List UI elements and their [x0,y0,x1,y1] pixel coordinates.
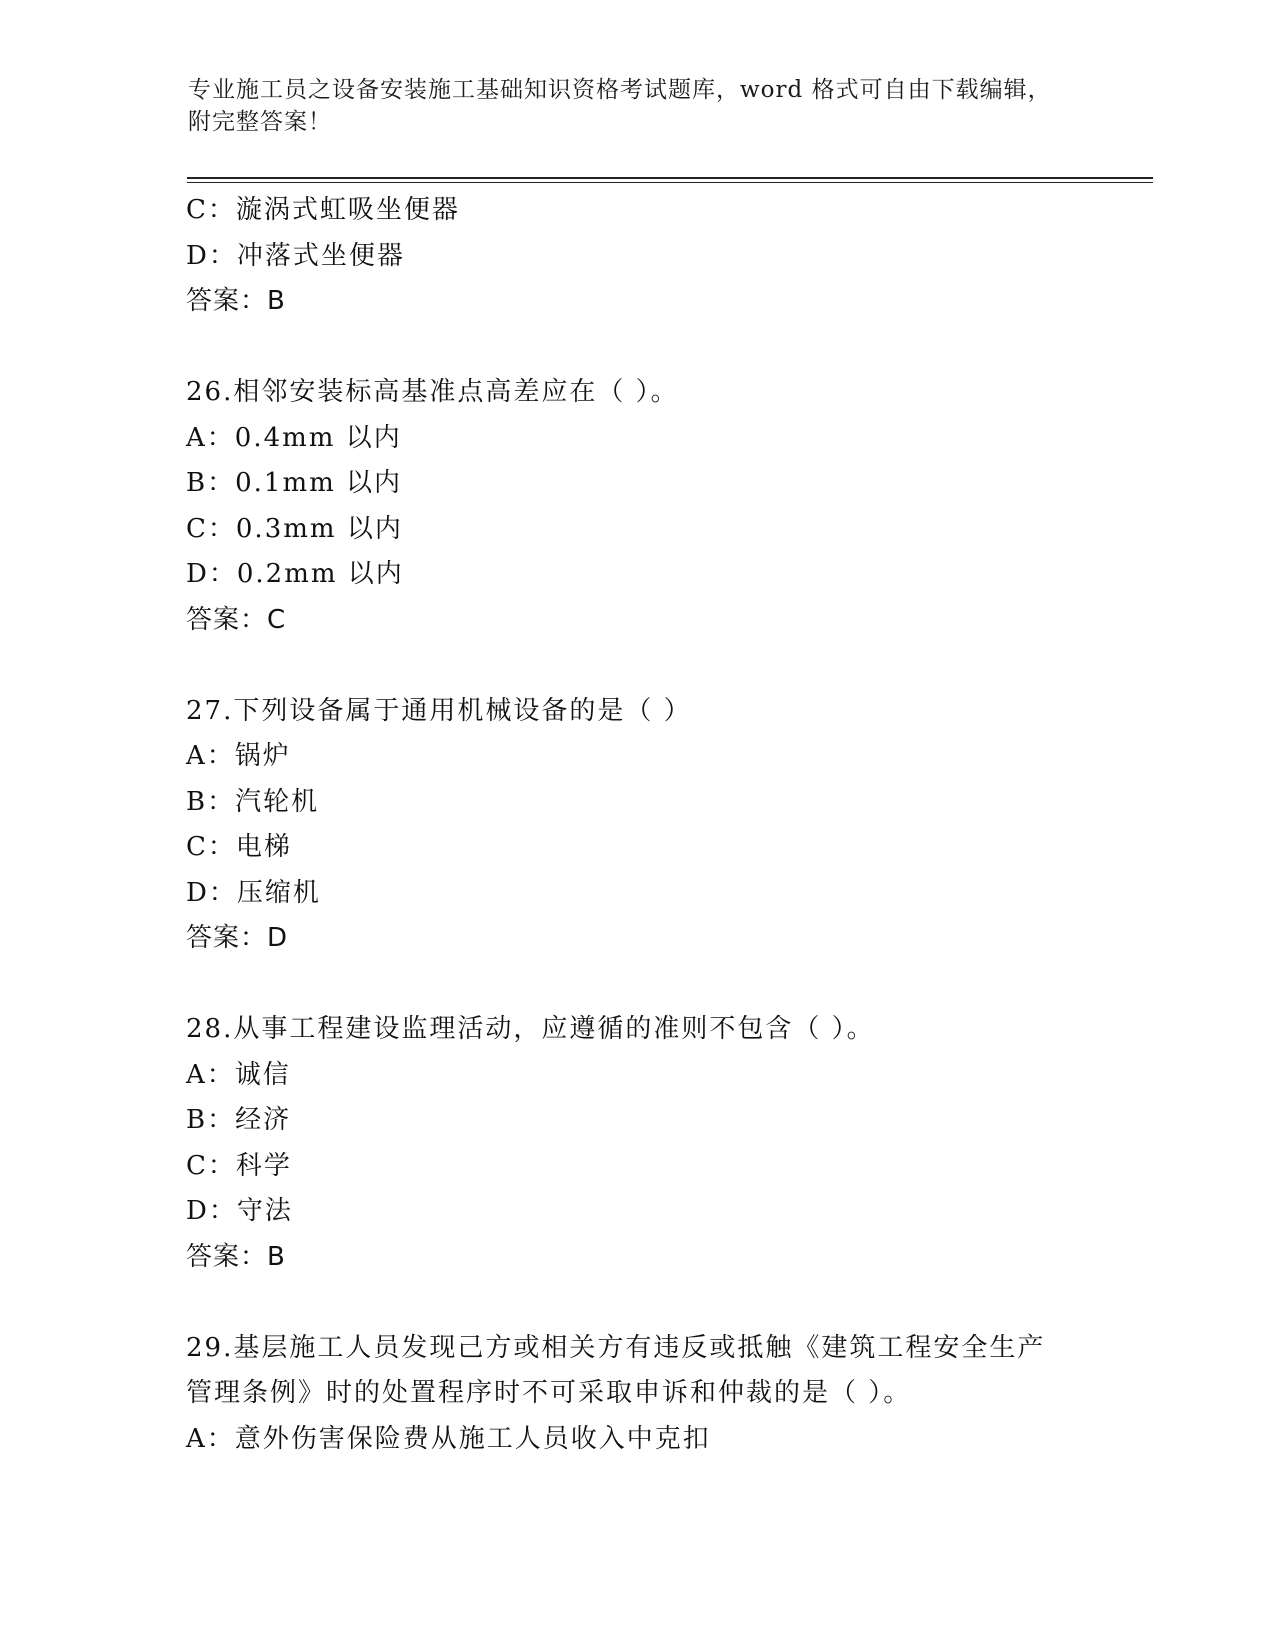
option-a: A：意外伤害保险费从施工人员收入中克扣 [186,1423,711,1454]
option-b: B：汽轮机 [186,786,320,817]
question-25-continued [186,188,1086,325]
option-a: A：0.4mm 以内 [186,422,402,453]
question-26 [186,370,1086,643]
option-b: B：0.1mm 以内 [186,468,403,498]
answer-line: 答案：C [186,604,287,635]
question-stem: 26.相邻安装标高基准点高差应在（ ）。 [186,377,679,407]
spacer [186,1280,1086,1326]
header-divider-thin [187,182,1153,183]
question-28 [186,1007,1086,1280]
option-d: D：0.2mm 以内 [186,559,404,589]
option-d: D：守法 [186,1196,293,1226]
option-c: C：0.3mm 以内 [186,513,403,544]
option-c: C：电梯 [186,832,292,862]
question-stem: 29.基层施工人员发现己方或相关方有违反或抵触《建筑工程安全生产管理条例》时的处置程序时不可采取申诉和仲裁的是（ ）。 [186,1332,1046,1408]
question-stem: 27.下列设备属于通用机械设备的是（ ） [186,695,692,726]
question-stem: 28.从事工程建设监理活动，应遵循的准则不包含（ ）。 [186,1014,875,1044]
option-b: B：经济 [186,1105,292,1135]
answer-line: 答案：B [186,286,286,316]
question-list [186,188,1086,1462]
option-c: C：漩涡式虹吸坐便器 [186,195,460,225]
header-divider-thick [187,177,1153,179]
option-d: D：压缩机 [186,877,321,908]
answer-line: 答案：D [186,923,289,953]
spacer [186,325,1086,371]
option-d: D：冲落式坐便器 [186,240,405,271]
document-header [188,74,1088,138]
spacer [186,962,1086,1008]
option-c: C：科学 [186,1150,292,1181]
header-line-1: 专业施工员之设备安装施工基础知识资格考试题库，word 格式可自由下载编辑， [188,77,1052,103]
question-27 [186,689,1086,962]
answer-line: 答案：B [186,1241,286,1272]
spacer [186,643,1086,689]
question-29 [186,1326,1086,1463]
option-a: A：锅炉 [186,741,291,771]
option-a: A：诚信 [186,1059,291,1090]
header-line-2: 附完整答案！ [188,109,332,135]
